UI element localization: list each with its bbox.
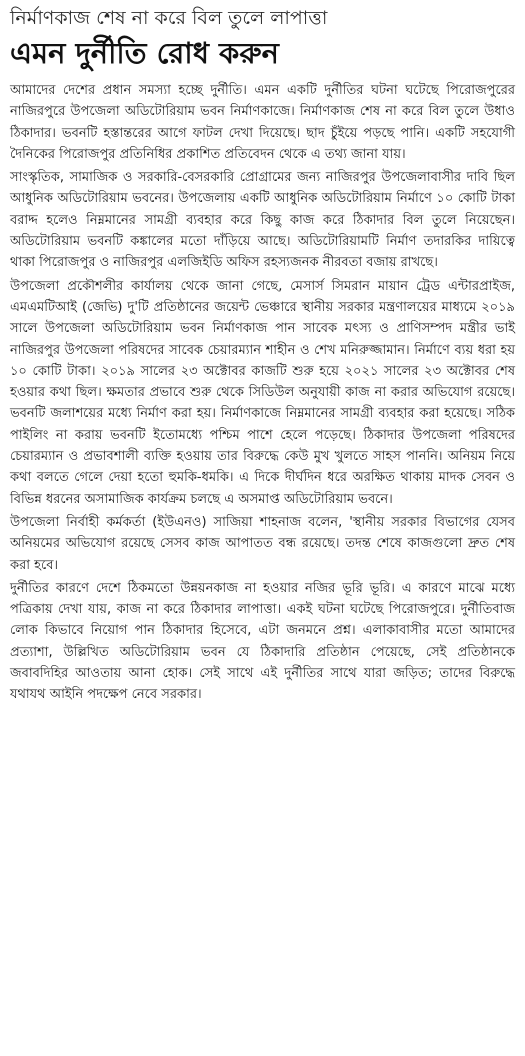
body-paragraph: দুর্নীতির কারণে দেশে ঠিকমতো উন্নয়নকাজ না হওয়ার নজির ভূরি ভূরি। এ কারণে মাঝে মধ্যে পত্রিকায় দেখা যায়, কাজ না করে ঠিকাদার লাপাত্তা। একই ঘটনা ঘটেছে পিরোজপুরে। দুর্নীতিবাজ লোক কিভাবে নিয়োগ পান ঠিকাদার হিসেবে, এটা জনমনে প্রশ্ন। এলাকাবাসীর মতো আমাদের প্রত্যাশা, উল্লিখিত অডিটোরিয়াম ভবন যে ঠিকাদারি প্রতিষ্ঠান পেয়েছে, সেই প্রতিষ্ঠানকে জবাবদিহির আওতায় আনা হোক। সেই সাথে এই দুর্নীতির সাথে যারা জড়িত; তাদের বিরুদ্ধে যথাযথ আইনি পদক্ষেপ নেবে সরকার।	[10, 580, 515, 703]
article-body	[10, 80, 515, 706]
body-paragraph: আমাদের দেশের প্রধান সমস্যা হচ্ছে দুর্নীতি। এমন একটি দুর্নীতির ঘটনা ঘটেছে পিরোজপুরের নাজিরপুরে উপজেলা অডিটোরিয়াম ভবন নির্মাণকাজে। নির্মাণকাজ শেষ না করে বিল তুলে উধাও ঠিকাদার। ভবনটি হস্তান্তরের আগে ফাটল দেখা দিয়েছে। ছাদ চুঁইয়ে পড়ছে পানি। একটি সহযোগী দৈনিকের পিরোজপুর প্রতিনিধির প্রকাশিত প্রতিবেদন থেকে এ তথ্য জানা যায়।	[10, 83, 515, 162]
body-paragraph: উপজেলা নির্বাহী কর্মকর্তা (ইউএনও) সাজিয়া শাহনাজ বলেন, 'স্থানীয় সরকার বিভাগের যেসব অনিয়মের অভিযোগ রয়েছে সেসব কাজ আপাতত বন্ধ রয়েছে। তদন্ত শেষে কাজগুলো দ্রুত শেষ করা হবে।	[10, 514, 515, 573]
article-headline: এমন দুর্নীতি রোধ করুন	[10, 36, 279, 70]
article-kicker: নির্মাণকাজ শেষ না করে বিল তুলে লাপাত্তা	[10, 7, 328, 29]
body-paragraph: সাংস্কৃতিক, সামাজিক ও সরকারি-বেসরকারি প্রোগ্রামের জন্য নাজিরপুর উপজেলাবাসীর দাবি ছিল আধুনিক অডিটোরিয়াম ভবনের। উপজেলায় একটি আধুনিক অডিটোরিয়াম নির্মাণে ১০ কোটি টাকা বরাদ্দ হলেও নিম্নমানের সামগ্রী ব্যবহার করে কিছু কাজ করে ঠিকাদার বিল তুলে নিয়েছেন। অডিটোরিয়াম ভবনটি কঙ্কালের মতো দাঁড়িয়ে আছে। অডিটোরিয়ামটি নির্মাণ তদারকির দায়িত্বে থাকা পিরোজপুর ও নাজিরপুর এলজিইডি অফিস রহস্যজনক নীরবতা বজায় রাখছে।	[10, 170, 515, 271]
body-paragraph: উপজেলা প্রকৌশলীর কার্যালয় থেকে জানা গেছে, মেসার্স সিমরান মায়ান ট্রেড এন্টারপ্রাইজ, এমএমটিআই (জেভি) দু'টি প্রতিষ্ঠানের জয়েন্ট ভেঞ্চারে স্থানীয় সরকার মন্ত্রণালয়ের মাধ্যমে ২০১৯ সালে উপজেলা অডিটোরিয়াম ভবন নির্মাণকাজ পান সাবেক মৎস্য ও প্রাণিসম্পদ মন্ত্রীর ভাই নাজিরপুর উপজেলা পরিষদের সাবেক চেয়ারম্যান শাহীন ও শেখ মনিরুজ্জামান। নির্মাণে ব্যয় ধরা হয় ১০ কোটি টাকা। ২০১৯ সালের ২৩ অক্টোবর কাজটি শুরু হয়ে ২০২১ সালের ২৩ অক্টোবর শেষ হওয়ার কথা ছিল। ক্ষমতার প্রভাবে শুরু থেকে সিডিউল অনুযায়ী কাজ না করার অভিযোগ রয়েছে। ভবনটি জলাশয়ের মধ্যে নির্মাণ করা হয়। নির্মাণকাজে নিম্নমানের সামগ্রী ব্যবহার করা হয়েছে। সঠিক পাইলিং না করায় ভবনটি ইতোমধ্যে পশ্চিম পাশে হেলে পড়েছে। ঠিকাদার উপজেলা পরিষদের চেয়ারম্যান ও প্রভাবশালী ব্যক্তি হওয়ায় তার বিরুদ্ধে কেউ মুখ খুলতে সাহস পাননি। অনিয়ম নিয়ে কথা বলতে গেলে দেয়া হতো হুমকি-ধমকি। এ দিকে দীর্ঘদিন ধরে অরক্ষিত থাকায় মাদক সেবন ও বিভিন্ন ধরনের অসামাজিক কার্যক্রম চলছে এ অসমাপ্ত অডিটোরিয়াম ভবনে।	[10, 278, 515, 507]
